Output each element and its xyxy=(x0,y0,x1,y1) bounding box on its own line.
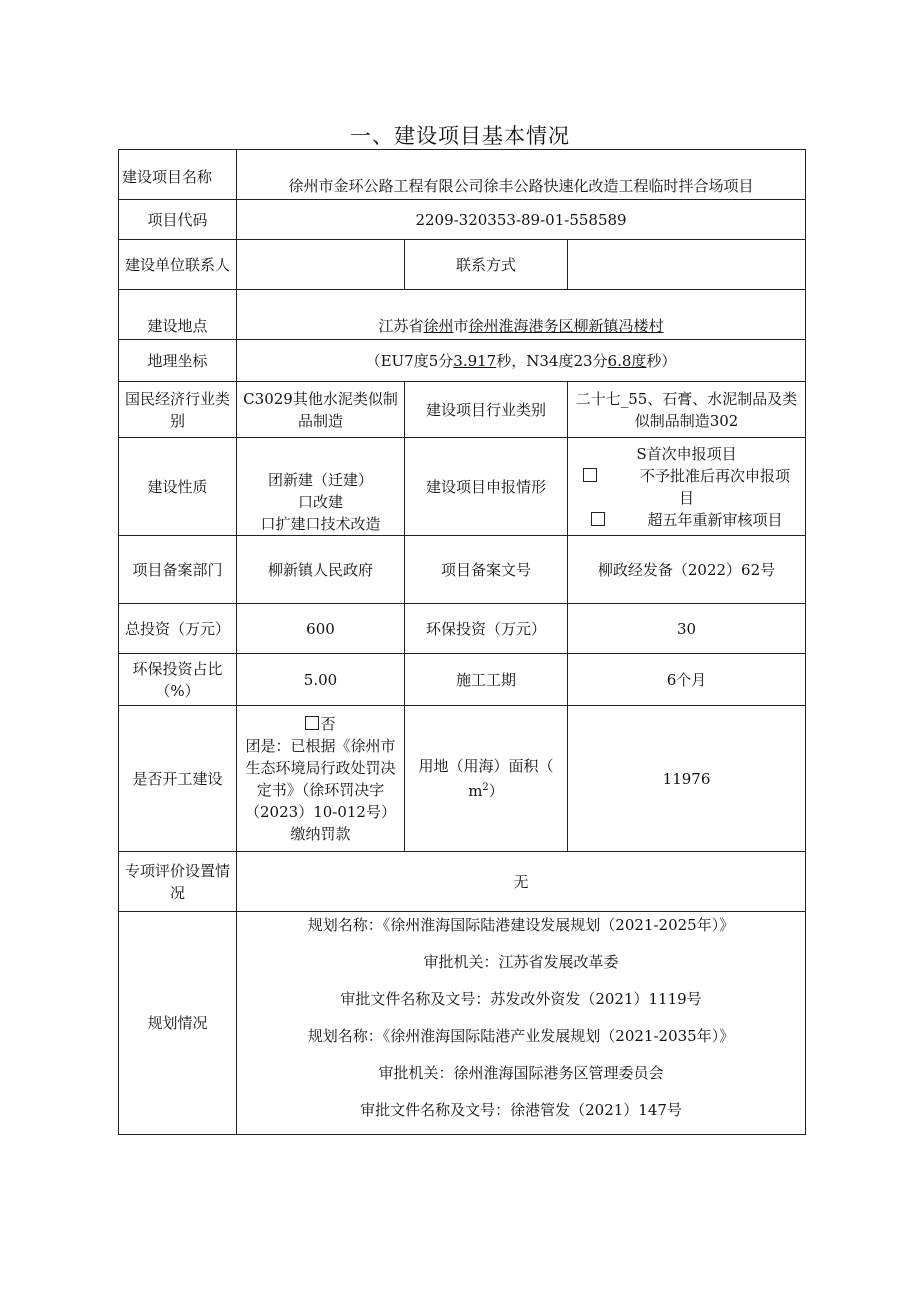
application-review: 超五年重新审核项目 xyxy=(571,509,802,531)
value-ratio: 5.00 xyxy=(237,654,405,706)
planning-line: 审批文件名称及文号：苏发改外资发（2021）1119号 xyxy=(340,990,702,1008)
label-industry-category: 建设项目行业类别 xyxy=(405,382,568,438)
value-industry-category: 二十七_55、石膏、水泥制品及类似制品制造302 xyxy=(568,382,806,438)
label-location: 建设地点 xyxy=(119,290,237,340)
value-project-name: 徐州市金环公路工程有限公司徐丰公路快速化改造工程临时拌合场项目 xyxy=(237,150,806,200)
row-project-code xyxy=(119,200,806,240)
row-location xyxy=(119,290,806,340)
value-special: 无 xyxy=(237,852,806,912)
page-title: 一、建设项目基本情况 xyxy=(350,124,570,148)
row-coordinates xyxy=(119,340,806,382)
row-filing xyxy=(119,536,806,604)
value-planning xyxy=(237,912,806,1135)
row-contact xyxy=(119,240,806,290)
label-project-name: 建设项目名称 xyxy=(119,150,237,200)
value-period: 6个月 xyxy=(568,654,806,706)
value-contact xyxy=(237,240,405,290)
row-investment xyxy=(119,604,806,654)
application-resubmit: 不予批准后再次申报项 xyxy=(571,465,802,487)
label-contact-method: 联系方式 xyxy=(405,240,568,290)
application-resubmit-cont: 目 xyxy=(679,488,695,507)
value-nature xyxy=(237,438,405,536)
value-industry: C3029其他水泥类似制品制造 xyxy=(237,382,405,438)
label-nature: 建设性质 xyxy=(119,438,237,536)
project-info-table xyxy=(118,149,806,1135)
label-env-investment: 环保投资（万元） xyxy=(405,604,568,654)
planning-line: 规划名称：《徐州淮海国际陆港建设发展规划（2021-2025年）》 xyxy=(307,916,735,934)
row-nature xyxy=(119,438,806,536)
planning-line: 审批文件名称及文号：徐港管发（2021）147号 xyxy=(360,1101,682,1119)
value-location: 江苏省徐州市徐州淮海港务区柳新镇冯楼村 xyxy=(237,290,806,340)
value-project-code: 2209-320353-89-01-558589 xyxy=(237,200,806,240)
started-no: 否 xyxy=(240,713,401,735)
row-project-name xyxy=(119,150,806,200)
row-special xyxy=(119,852,806,912)
value-area: 11976 xyxy=(568,706,806,852)
label-planning: 规划情况 xyxy=(119,912,237,1135)
value-contact-method xyxy=(568,240,806,290)
label-period: 施工工期 xyxy=(405,654,568,706)
checkbox-icon xyxy=(591,512,605,526)
row-planning xyxy=(119,912,806,1135)
value-filing-dept: 柳新镇人民政府 xyxy=(237,536,405,604)
row-ratio xyxy=(119,654,806,706)
row-industry xyxy=(119,382,806,438)
label-contact: 建设单位联系人 xyxy=(119,240,237,290)
label-project-code: 项目代码 xyxy=(119,200,237,240)
value-env-investment: 30 xyxy=(568,604,806,654)
label-started: 是否开工建设 xyxy=(119,706,237,852)
planning-line: 审批机关：徐州淮海国际港务区管理委员会 xyxy=(378,1064,664,1082)
value-filing-number: 柳政经发备（2022）62号 xyxy=(568,536,806,604)
value-started xyxy=(237,706,405,852)
started-yes: 团是：已根据《徐州市生态环境局行政处罚决定书》（徐环罚决字（2023）10-012号）缴纳罚款 xyxy=(245,736,396,843)
nature-option-rebuild: 口改建 xyxy=(297,493,343,511)
checkbox-icon xyxy=(305,716,319,730)
label-special: 专项评价设置情况 xyxy=(119,852,237,912)
label-filing-dept: 项目备案部门 xyxy=(119,536,237,604)
label-area: 用地（用海）面积（ $m^2$） xyxy=(405,706,568,852)
planning-line: 审批机关：江苏省发展改革委 xyxy=(423,953,619,971)
nature-option-expand: 口扩建口技术改造 xyxy=(260,515,381,533)
label-coordinates: 地理坐标 xyxy=(119,340,237,382)
value-application xyxy=(568,438,806,536)
application-first: S首次申报项目 xyxy=(636,444,737,463)
planning-line: 规划名称：《徐州淮海国际陆港产业发展规划（2021-2035年）》 xyxy=(307,1027,735,1045)
label-ratio: 环保投资占比（%） xyxy=(119,654,237,706)
nature-option-new: 团新建（迁建） xyxy=(267,471,373,489)
value-coordinates: （EU7度5分3.917秒，N34度23分6.8度秒） xyxy=(237,340,806,382)
label-application: 建设项目申报情形 xyxy=(405,438,568,536)
row-started xyxy=(119,706,806,852)
checkbox-icon xyxy=(583,468,597,482)
label-filing-number: 项目备案文号 xyxy=(405,536,568,604)
value-investment: 600 xyxy=(237,604,405,654)
label-industry: 国民经济行业类别 xyxy=(119,382,237,438)
label-investment: 总投资（万元） xyxy=(119,604,237,654)
